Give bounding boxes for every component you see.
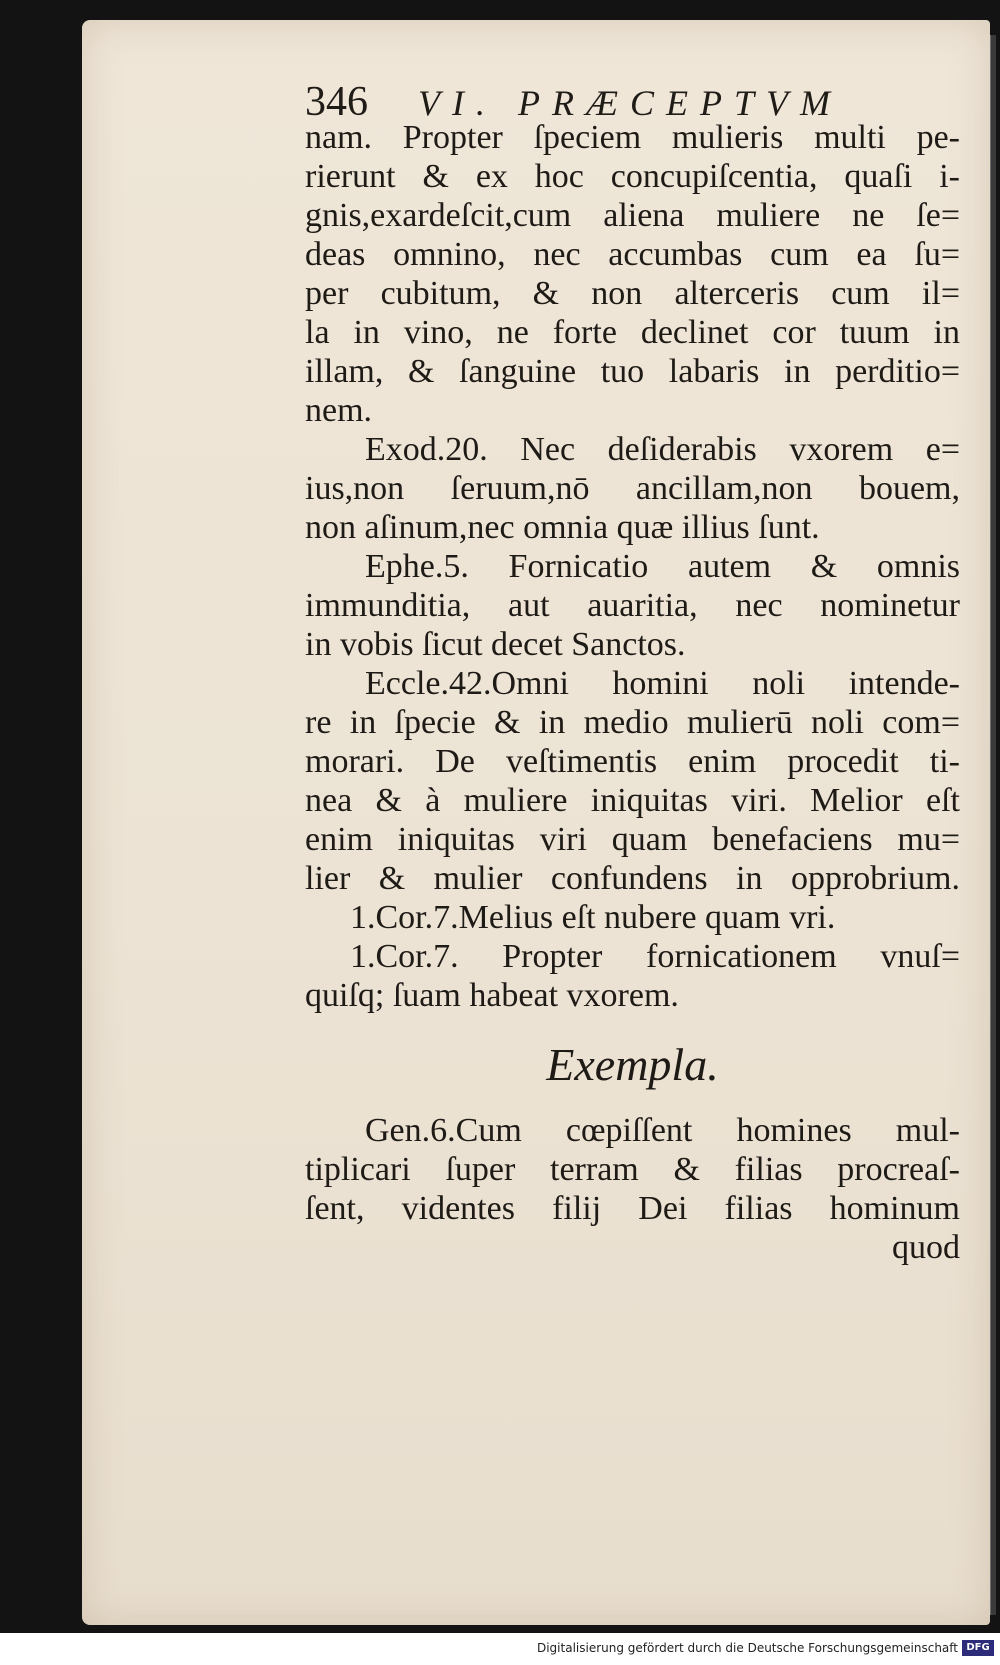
text-line: Exod.20. Nec deſiderabis vxorem e= [365, 431, 960, 468]
text-line: enim iniquitas viri quam benefaciens mu= [305, 821, 960, 858]
dfg-logo: DFG [962, 1640, 994, 1656]
page-edge [990, 35, 996, 1615]
text-line: deas omnino, nec accumbas cum ea ſu= [305, 236, 960, 273]
section-heading: Exempla. [546, 1039, 719, 1090]
text-line: immunditia, aut auaritia, nec nominetur [305, 587, 960, 624]
text-line: illam, & ſanguine tuo labaris in perditio= [305, 353, 960, 390]
text-line: ſent, videntes filij Dei filias hominum [305, 1190, 960, 1227]
page-text [305, 118, 960, 1267]
text-line: morari. De veſtimentis enim procedit ti- [305, 743, 960, 780]
text-line: per cubitum, & non alterceris cum il= [305, 275, 960, 312]
text-line: 1.Cor.7.Melius eſt nubere quam vri. [350, 899, 836, 936]
text-line: nem. [305, 392, 373, 429]
text-line: Gen.6.Cum cœpiſſent homines mul- [365, 1112, 960, 1149]
text-line: non aſinum,nec omnia quæ illius ſunt. [305, 509, 820, 546]
text-line: rierunt & ex hoc concupiſcentia, quaſi i- [305, 158, 960, 195]
funding-credit: Digitalisierung gefördert durch die Deutsche Forschungsgemeinschaft [536, 1641, 958, 1655]
text-line: ius,non ſeruum,nō ancillam,non bouem, [305, 470, 960, 507]
footer-bar [0, 1633, 1000, 1665]
catchword: quod [892, 1229, 960, 1266]
text-line: tiplicari ſuper terram & filias procreaſ- [305, 1151, 960, 1188]
text-line: re in ſpecie & in medio mulierū noli com= [305, 704, 960, 741]
running-head: VI. PRÆCEPTVM [418, 83, 842, 123]
page-number: 346 [305, 79, 368, 125]
text-line: in vobis ſicut decet Sanctos. [305, 626, 686, 663]
text-line: nam. Propter ſpeciem mulieris multi pe- [305, 119, 960, 156]
text-line: Ephe.5. Fornicatio autem & omnis [365, 548, 960, 585]
text-line: 1.Cor.7. Propter fornicationem vnuſ= [350, 938, 960, 975]
text-line: gnis,exardeſcit,cum aliena muliere ne ſe= [305, 197, 960, 234]
text-line: nea & à muliere iniquitas viri. Melior eſt [305, 782, 960, 819]
text-line: quiſq; ſuam habeat vxorem. [305, 977, 679, 1014]
text-line: lier & mulier confundens in opprobrium. [305, 860, 960, 897]
text-line: Eccle.42.Omni homini noli intende- [365, 665, 960, 702]
text-line: la in vino, ne forte declinet cor tuum in [305, 314, 960, 351]
